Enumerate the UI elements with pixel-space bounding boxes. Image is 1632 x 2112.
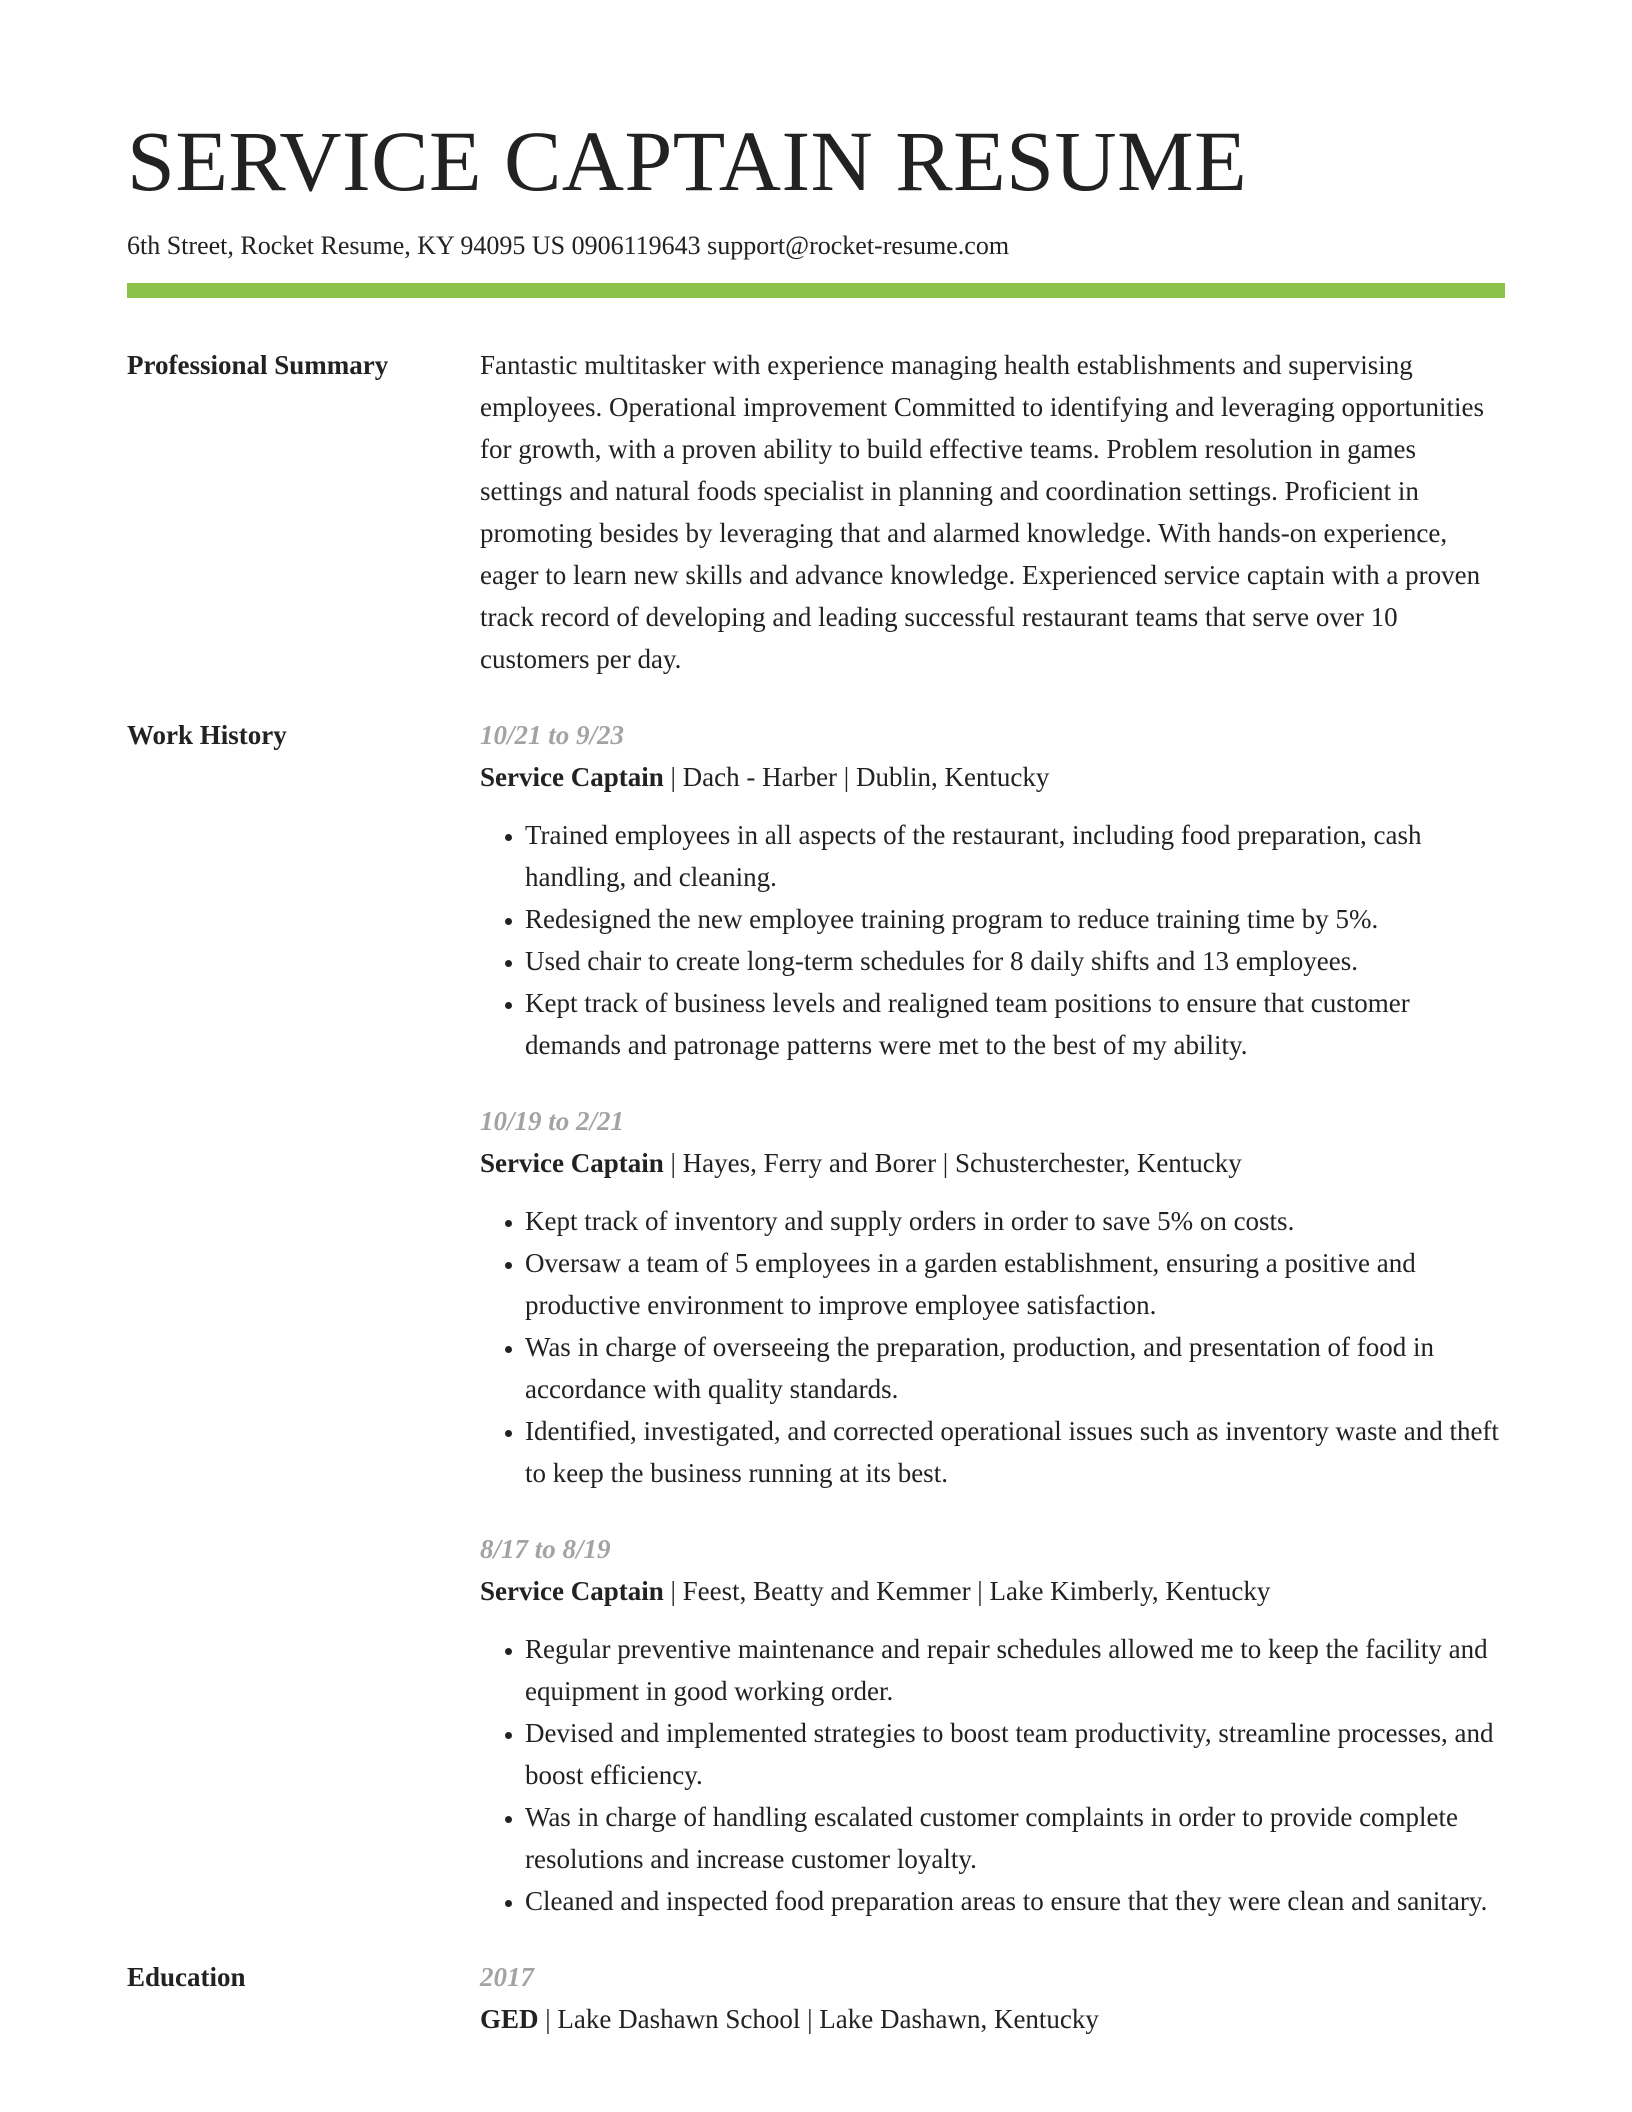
job-title-line bbox=[480, 1142, 1505, 1184]
job-details: | Feest, Beatty and Kemmer | Lake Kimberly, Kentucky bbox=[663, 1576, 1271, 1607]
job-bullet: • Trained employees in all aspects of the restaurant, including food preparation, cash handling, and cleaning. bbox=[525, 814, 1505, 898]
job-bullet: • Devised and implemented strategies to boost team productivity, streamline processes, and boost efficiency. bbox=[525, 1712, 1505, 1796]
job-title-line bbox=[480, 756, 1505, 798]
section-label-education: Education bbox=[127, 1962, 246, 1993]
job-date: 10/21 to 9/23 bbox=[480, 720, 625, 751]
job-bullet: • Redesigned the new employee training program to reduce training time by 5%. bbox=[525, 898, 1505, 940]
job-entry bbox=[480, 1528, 1505, 1922]
resume-title: SERVICE CAPTAIN RESUME bbox=[127, 113, 1248, 209]
summary-text: Fantastic multitasker with experience managing health establishments and supervising employees. Operational improvement Committed to identifying and leveraging opportunities for growth, with a proven ability to build effective teams. Problem resolution in games settings and natural foods specialist in planning and coordination settings. Proficient in promoting besides by leveraging that and alarmed knowledge. With hands-on experience, eager to learn new skills and advance knowledge. Experienced service captain with a proven track record of developing and leading successful restaurant teams that serve over 10 customers per day. bbox=[480, 350, 1485, 675]
job-date: 8/17 to 8/19 bbox=[480, 1534, 611, 1565]
job-bullet: • Was in charge of handling escalated customer complaints in order to provide complete resolutions and increase customer loyalty. bbox=[525, 1796, 1505, 1880]
job-bullet: • Kept track of business levels and realigned team positions to ensure that customer demands and patronage patterns were met to the best of my ability. bbox=[525, 982, 1505, 1066]
contact-info: 6th Street, Rocket Resume, KY 94095 US 0906119643 support@rocket-resume.com bbox=[127, 231, 1010, 260]
summary-body bbox=[480, 344, 1505, 680]
summary-section bbox=[127, 344, 1505, 680]
header-divider bbox=[127, 283, 1505, 298]
job-bullet: • Was in charge of overseeing the preparation, production, and presentation of food in accordance with quality standards. bbox=[525, 1326, 1505, 1410]
job-date: 10/19 to 2/21 bbox=[480, 1106, 625, 1137]
job-bullet: • Used chair to create long-term schedules for 8 daily shifts and 13 employees. bbox=[525, 940, 1505, 982]
job-details: | Dach - Harber | Dublin, Kentucky bbox=[663, 762, 1050, 793]
job-title-line bbox=[480, 1570, 1505, 1612]
education-details: | Lake Dashawn School | Lake Dashawn, Kentucky bbox=[538, 2004, 1099, 2035]
section-label-summary: Professional Summary bbox=[127, 350, 389, 381]
job-role: Service Captain bbox=[480, 762, 664, 793]
education-date: 2017 bbox=[480, 1962, 534, 1993]
job-entry bbox=[480, 1100, 1505, 1494]
job-bullet-list bbox=[480, 814, 1505, 1066]
job-bullet: • Kept track of inventory and supply orders in order to save 5% on costs. bbox=[525, 1200, 1505, 1242]
job-role: Service Captain bbox=[480, 1148, 664, 1179]
job-bullet-list bbox=[480, 1200, 1505, 1494]
education-degree: GED bbox=[480, 2004, 539, 2035]
job-entry bbox=[480, 714, 1505, 1066]
job-bullet: • Oversaw a team of 5 employees in a garden establishment, ensuring a positive and productive environment to improve employee satisfaction. bbox=[525, 1242, 1505, 1326]
education-body bbox=[480, 1956, 1505, 2040]
job-details: | Hayes, Ferry and Borer | Schusterchester, Kentucky bbox=[663, 1148, 1242, 1179]
job-bullet: • Cleaned and inspected food preparation areas to ensure that they were clean and sanitary. bbox=[525, 1880, 1505, 1922]
education-line bbox=[480, 1998, 1505, 2040]
education-section bbox=[127, 1956, 1505, 2040]
work-history-body bbox=[480, 714, 1505, 1922]
section-label-work-history: Work History bbox=[127, 720, 287, 751]
job-bullet: • Identified, investigated, and corrected operational issues such as inventory waste and theft to keep the business running at its best. bbox=[525, 1410, 1505, 1494]
work-history-section bbox=[127, 714, 1505, 1922]
job-bullet: • Regular preventive maintenance and repair schedules allowed me to keep the facility and equipment in good working order. bbox=[525, 1628, 1505, 1712]
job-bullet-list bbox=[480, 1628, 1505, 1922]
job-role: Service Captain bbox=[480, 1576, 664, 1607]
